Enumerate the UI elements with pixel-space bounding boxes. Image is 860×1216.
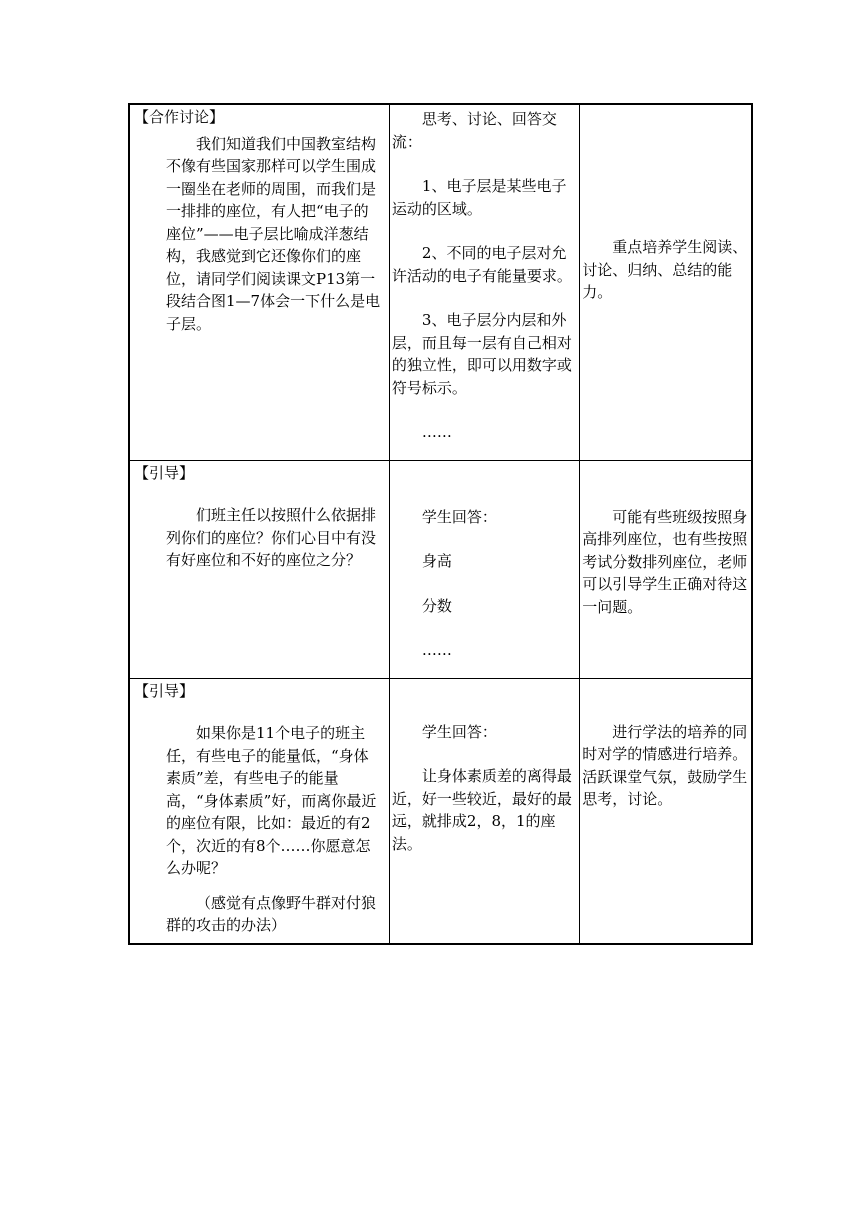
student-activity-cell	[389, 460, 579, 678]
paragraph: 重点培养学生阅读、讨论、归纳、总结的能力。	[582, 238, 748, 301]
design-intent-text	[580, 236, 751, 304]
paragraph: 进行学法的培养的同时对学的情感进行培养。活跃课堂气氛，鼓励学生思考，讨论。	[582, 722, 748, 808]
table-row	[129, 678, 752, 944]
teacher-activity-cell	[129, 678, 389, 944]
lesson-table	[128, 103, 753, 945]
paragraph: 身高	[421, 552, 452, 570]
teacher-activity-text	[130, 133, 389, 336]
design-intent-cell	[580, 104, 752, 460]
student-activity-cell	[389, 104, 579, 460]
design-intent-text	[580, 506, 751, 619]
paragraph: 让身体素质差的离得最近，好一些较近，最好的最远，就排成2，8，1的座法。	[391, 767, 572, 853]
table-row	[129, 104, 752, 460]
note-paragraph: （感觉有点像野牛群对付狼群的攻击的办法）	[166, 893, 377, 934]
section-tag: 【引导】	[134, 681, 195, 700]
student-activity-text	[390, 108, 579, 444]
design-intent-cell	[580, 460, 752, 678]
paragraph: 学生回答：	[421, 507, 497, 526]
paragraph: 3、电子层分内层和外层，而且每一层有自己相对的独立性，即可以用数字或符号标示。	[391, 311, 572, 397]
paragraph: 1、电子层是某些电子运动的区域。	[391, 177, 567, 218]
student-activity-cell	[389, 678, 579, 944]
paragraph: 们班主任以按照什么依据排列你们的座位？你们心目中有没有好座位和不好的座位之分？	[166, 506, 377, 569]
paragraph: 我们知道我们中国教室结构不像有些国家那样可以学生围成一圈坐在老师的周围，而我们是一排排的座位，有人把“电子的座位”——电子层比喻成洋葱结构，我感觉到它还像你们的座位，请同学们阅读课文P13第一段结合图1—7体会一下什么是电子层。	[166, 134, 381, 333]
paragraph: 如果你是11个电子的班主任，有些电子的能量低，“身体素质”差，有些电子的能量高，“身体素质”好，而离你最近的座位有限，比如：最近的有2个，次近的有8个……你愿意怎么办呢？	[166, 724, 377, 877]
paragraph: 学生回答：	[421, 722, 497, 741]
teacher-activity-text	[130, 504, 389, 572]
section-tag: 【引导】	[134, 463, 195, 482]
paragraph: 思考、讨论、回答交流：	[391, 110, 557, 151]
teacher-activity-cell	[129, 460, 389, 678]
paragraph: ……	[421, 423, 452, 441]
design-intent-text	[580, 721, 751, 811]
design-intent-cell	[580, 678, 752, 944]
student-activity-text	[390, 506, 579, 662]
teacher-activity-text	[130, 722, 389, 937]
paragraph: 可能有些班级按照身高排列座位，也有些按照考试分数排列座位，老师可以引导学生正确对待这一问题。	[582, 507, 748, 616]
section-tag: 【合作讨论】	[134, 108, 225, 126]
paragraph: 2、不同的电子层对允许活动的电子有能量要求。	[391, 244, 572, 285]
student-activity-text	[390, 721, 579, 856]
teacher-activity-cell	[129, 104, 389, 460]
table-row	[129, 460, 752, 678]
paragraph: ……	[421, 641, 452, 659]
paragraph: 分数	[421, 596, 452, 615]
